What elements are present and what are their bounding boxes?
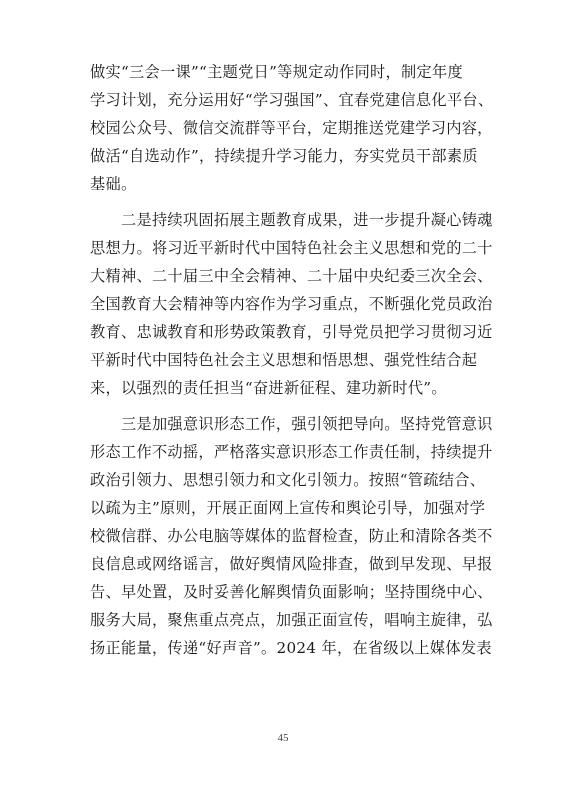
text-line: 二是持续巩固拓展主题教育成果，进一步提升凝心铸魂 xyxy=(90,211,493,229)
text-line: 形态工作不动摇，严格落实意识形态工作责任制，持续提升 xyxy=(90,443,493,461)
text-line: 扬正能量，传递“好声音”。2024 年，在省级以上媒体发表 xyxy=(90,639,492,657)
text-line: 良信息或网络谣言，做好舆情风险排查，做到早发现、早报 xyxy=(90,555,493,573)
text-line: 三是加强意识形态工作，强引领把导向。坚持党管意识 xyxy=(90,415,493,433)
paragraph-1 xyxy=(90,58,494,198)
page-number: 45 xyxy=(277,732,289,744)
paragraph-spacer xyxy=(90,198,490,206)
text-line: 学习计划，充分运用好“学习强国”、宜春党建信息化平台、 xyxy=(90,91,494,109)
paragraph-3 xyxy=(90,410,493,662)
text-line: 来，以强烈的责任担当“奋进新征程、建功新时代”。 xyxy=(90,379,447,397)
text-line: 校微信群、办公电脑等媒体的监督检查，防止和清除各类不 xyxy=(90,527,493,545)
text-line: 校园公众号、微信交流群等平台，定期推送党建学习内容， xyxy=(90,119,493,137)
text-line: 服务大局，聚焦重点亮点，加强正面宣传，唱响主旋律，弘 xyxy=(90,611,493,629)
text-line: 政治引领力、思想引领力和文化引领力。按照“管疏结合、 xyxy=(90,471,486,489)
text-line: 教育、忠诚教育和形势政策教育，引导党员把学习贯彻习近 xyxy=(90,323,493,341)
text-line: 思想力。将习近平新时代中国特色社会主义思想和党的二十 xyxy=(90,239,493,257)
text-line: 做活“自选动作”，持续提升学习能力，夯实党员干部素质 xyxy=(90,147,478,165)
text-line: 做实“三会一课”“主题党日”等规定动作同时，制定年度 xyxy=(90,63,463,81)
body-text xyxy=(90,58,494,662)
text-line: 告、早处置，及时妥善化解舆情负面影响；坚持围绕中心、 xyxy=(90,583,493,601)
text-line: 以疏为主”原则，开展正面网上宣传和舆论引导，加强对学 xyxy=(90,499,486,517)
paragraph-spacer xyxy=(90,402,490,410)
text-line: 全国教育大会精神等内容作为学习重点，不断强化党员政治 xyxy=(90,295,493,313)
paragraph-2 xyxy=(90,206,493,402)
text-line: 大精神、二十届三中全会精神、二十届中央纪委三次全会、 xyxy=(90,267,493,285)
text-line: 平新时代中国特色社会主义思想和悟思想、强党性结合起 xyxy=(90,351,478,369)
text-line: 基础。 xyxy=(90,175,137,193)
